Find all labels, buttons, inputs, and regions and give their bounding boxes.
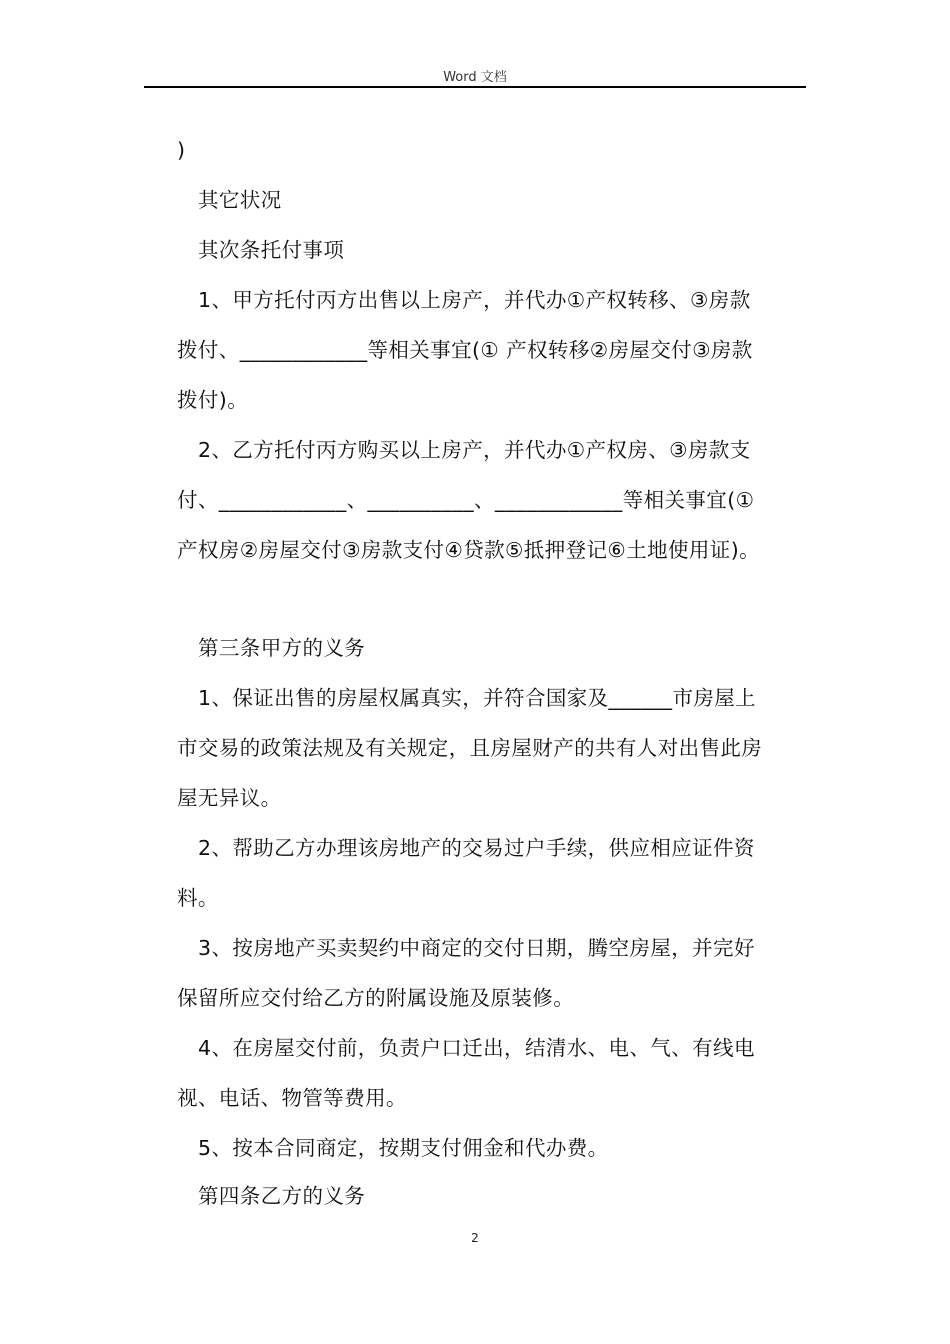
text-line: 料。 [177, 886, 219, 910]
text-line: 其它状况 [198, 188, 282, 212]
text-line: 4、在房屋交付前，负责户口迁出，结清水、电、气、有线电 [198, 1036, 755, 1060]
text-line: 2、帮助乙方办理该房地产的交易过户手续，供应相应证件资 [198, 836, 755, 860]
text-line: 1、保证出售的房屋权属真实，并符合国家及______市房屋上 [198, 686, 757, 710]
text-line: ) [177, 138, 186, 162]
text-line: 3、按房地产买卖契约中商定的交付日期，腾空房屋，并完好 [198, 936, 755, 960]
text-line: 产权房②房屋交付③房款支付④贷款⑤抵押登记⑥土地使用证)。 [177, 538, 760, 562]
text-line: 市交易的政策法规及有关规定，且房屋财产的共有人对出售此房 [177, 736, 763, 760]
header-divider [144, 86, 806, 88]
text-line: 视、电话、物管等费用。 [177, 1086, 407, 1110]
text-line: 拨付、____________等相关事宜(① 产权转移②房屋交付③房款 [177, 338, 753, 362]
text-line: 1、甲方托付丙方出售以上房产，并代办①产权转移、③房款 [198, 288, 751, 312]
page-header: Word 文档 [443, 70, 507, 85]
text-line: 屋无异议。 [177, 786, 282, 810]
page-number: 2 [471, 1231, 479, 1245]
section-heading: 第三条甲方的义务 [198, 636, 366, 660]
section-heading: 其次条托付事项 [198, 238, 345, 262]
text-line: 保留所应交付给乙方的附属设施及原装修。 [177, 986, 575, 1010]
text-line: 付、____________、__________、____________等相关事宜(① [177, 488, 755, 512]
text-line: 5、按本合同商定，按期支付佣金和代办费。 [198, 1136, 609, 1160]
text-line: 2、乙方托付丙方购买以上房产，并代办①产权房、③房款支 [198, 438, 751, 462]
section-heading: 第四条乙方的义务 [198, 1184, 366, 1208]
text-line: 拨付)。 [177, 388, 249, 412]
